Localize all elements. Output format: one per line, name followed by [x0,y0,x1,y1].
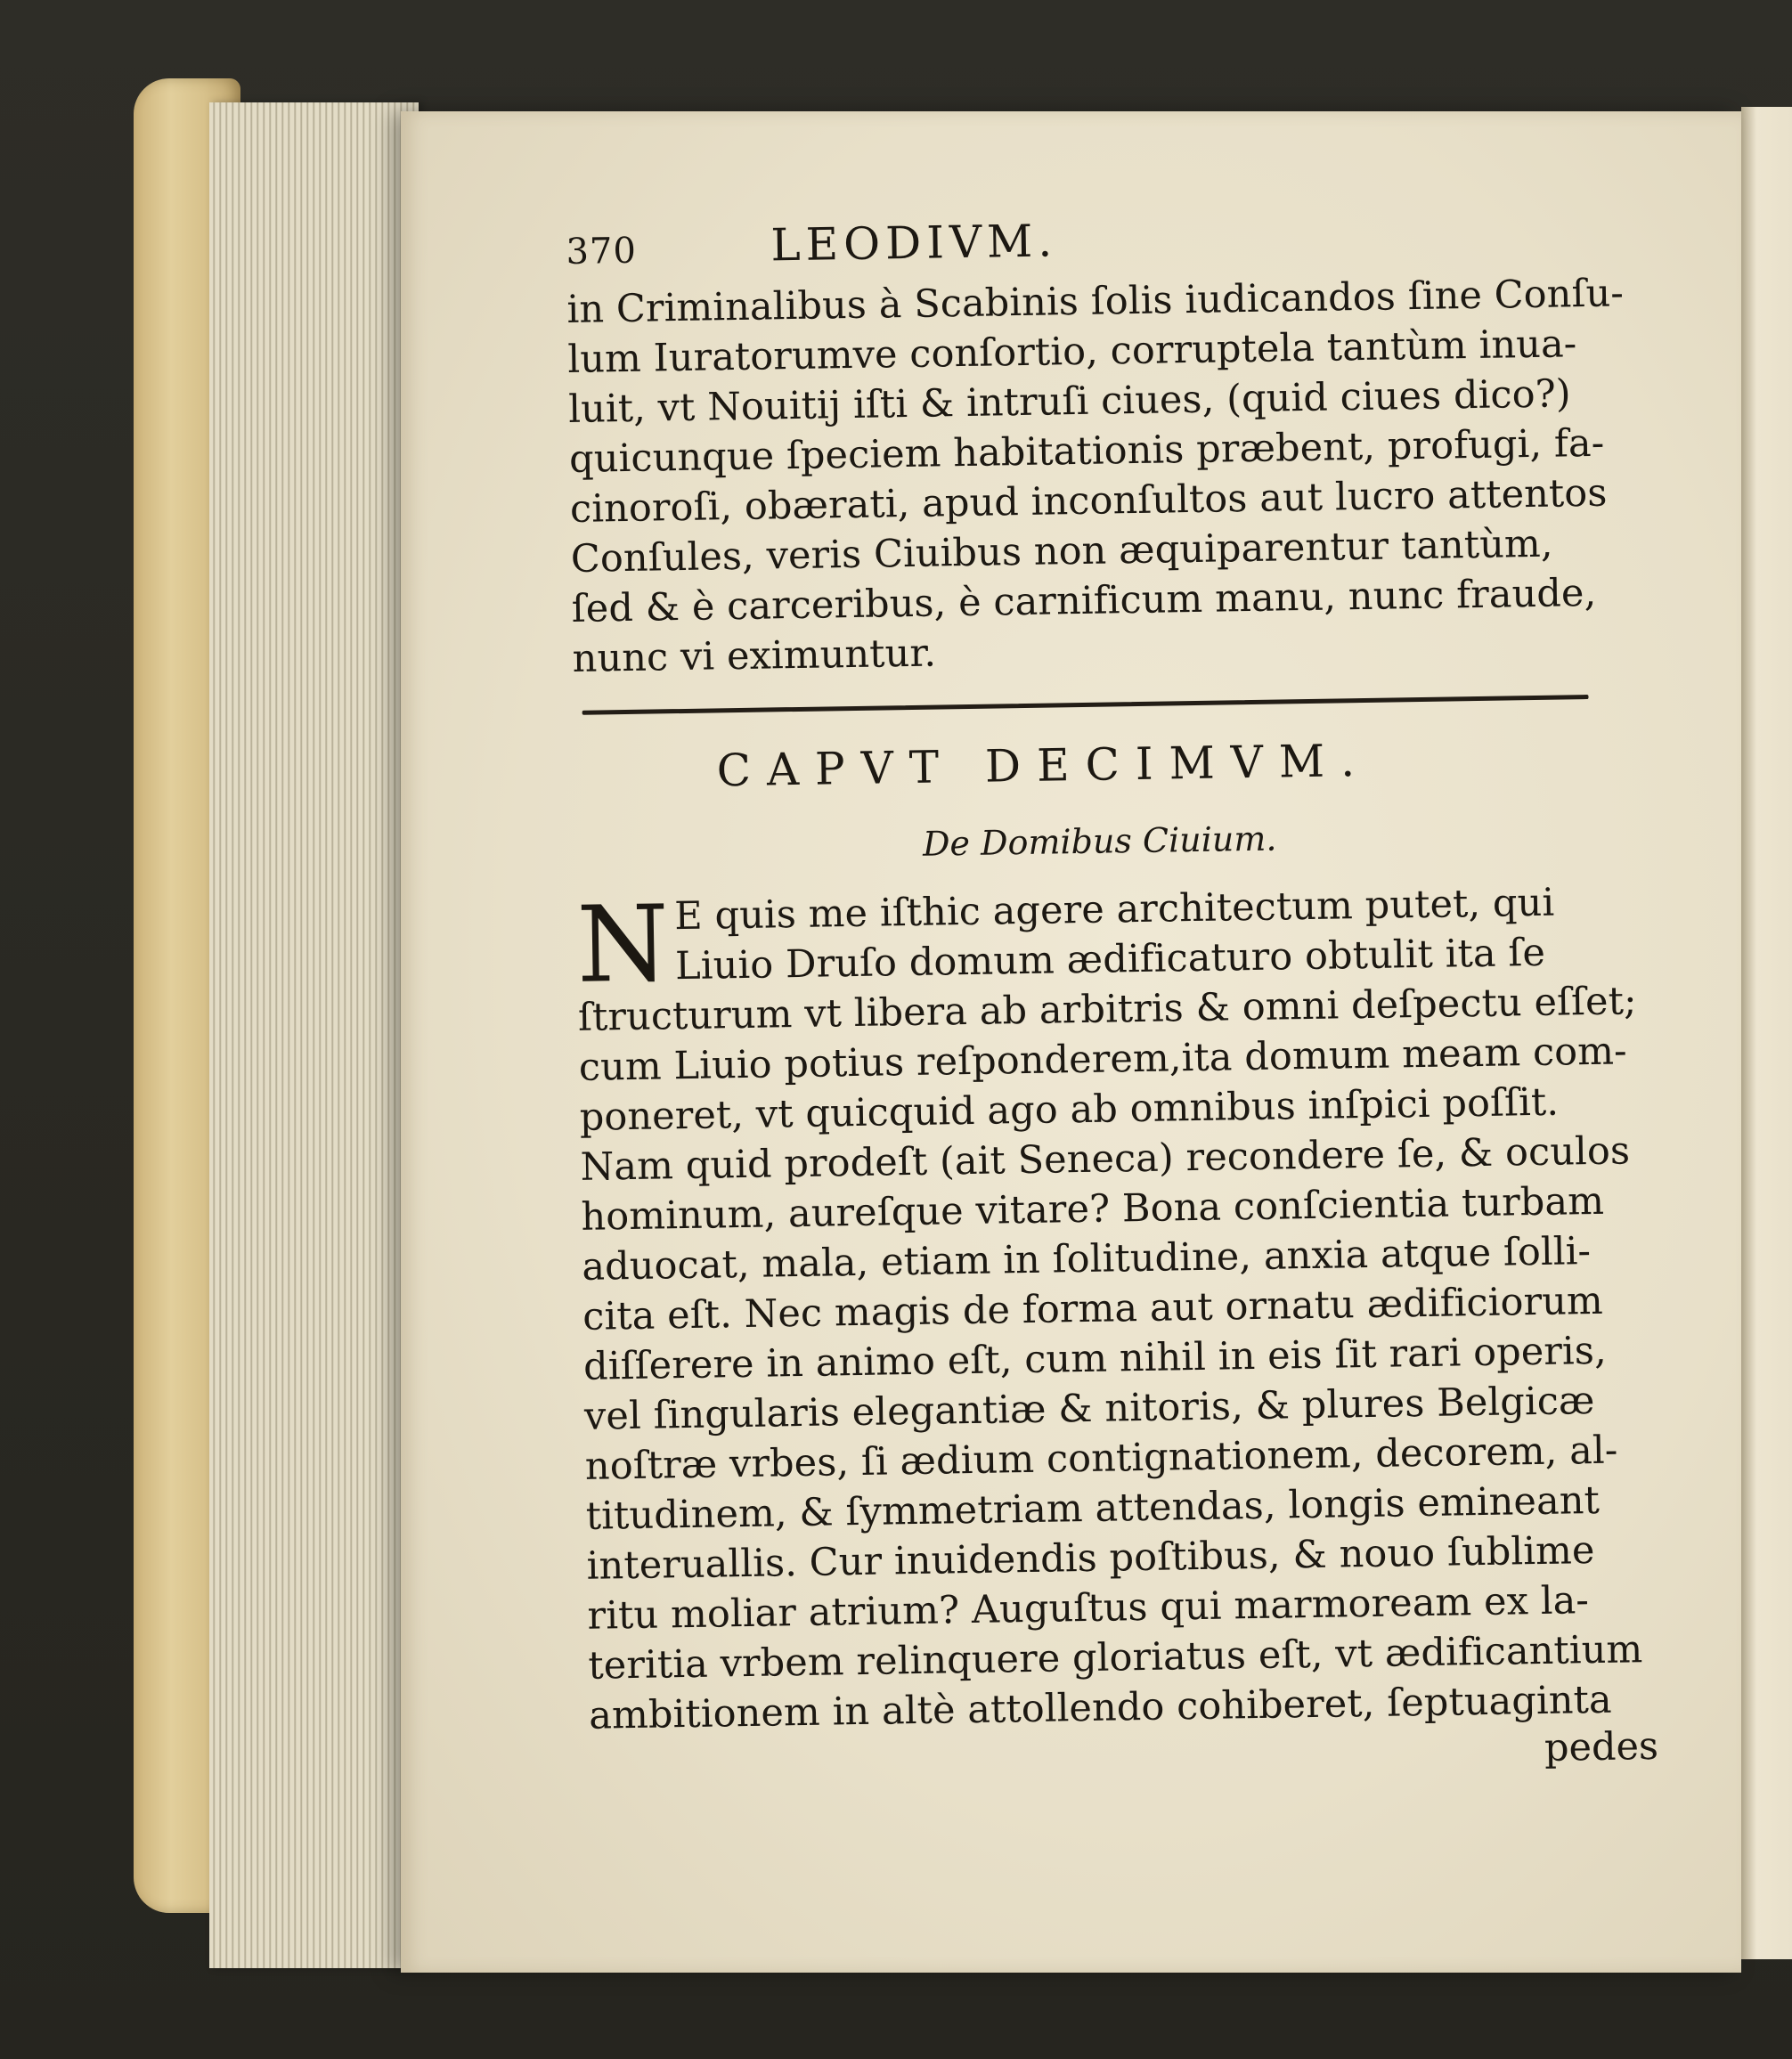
text-line: hominum, aureſque vitare? Bona conſcientia turbam [581,1178,1605,1240]
chapter-paragraph [576,876,1677,1791]
text-line: titudinem, & ſymmetriam attendas, longis emineant [585,1477,1601,1539]
page-number: 370 [566,230,638,273]
text-line: ſed & è carceribus, è carnificum manu, nunc fraude, [571,570,1597,631]
text-line: ritu moliar atrium? Auguſtus qui marmoream ex la- [587,1578,1590,1639]
text-line: cita eſt. Nec magis de forma aut ornatu ædificiorum [582,1278,1604,1339]
text-line: poneret, vt quicquid ago ab omnibus inſpici poſſit. [579,1079,1560,1140]
chapter-heading: CAPVT DECIMVM. [716,734,1372,797]
text-line: cinoroſi, obærati, apud inconſultos aut lucro attentos [569,470,1608,532]
text-line: ambitionem in altè attollendo cohiberet, ſeptuaginta [588,1677,1613,1738]
text-line: Liuio Druſo domum ædificaturo obtulit ita ſe [674,930,1546,989]
text-line: interuallis. Cur inuidendis poſtibus, & nouo ſublime [586,1528,1595,1589]
section-rule [582,695,1589,715]
text-line: in Criminalibus à Scabinis ſolis iudicandos ſine Conſu- [566,271,1625,332]
page-edges [209,102,419,1968]
text-line: aduocat, mala, etiam in ſolitudine, anxia atque ſolli- [582,1229,1592,1290]
page-text [566,206,1677,1791]
facing-page-edge [1741,107,1792,1959]
text-line: cum Liuio potius reſponderem,ita domum meam com- [578,1029,1628,1090]
catchword: pedes [1544,1723,1659,1770]
text-line: Nam quid prodeſt (ait Seneca) recondere ſe, & oculos [580,1128,1631,1190]
chapter-subtitle: De Domibus Ciuium. [922,818,1277,864]
text-line: nunc vi eximuntur. [572,631,937,681]
drop-cap: N [575,882,671,1006]
running-head: LEODIVM. [770,215,1058,272]
intro-paragraph [566,268,1659,684]
text-line: luit, vt Nouitij iſti & intruſi ciues, (quid ciues dico?) [567,371,1572,432]
text-line: noſtræ vrbes, ſi ædium contignationem, decorem, al- [584,1428,1618,1489]
text-line: Conſules, veris Ciuibus non æquiparentur tantùm, [570,521,1553,582]
text-line: quicunque ſpeciem habitationis præbent, profugi, fa- [568,420,1605,482]
text-line: ſtructurum vt libera ab arbitris & omni deſpectu eſſet; [577,979,1637,1040]
text-line: teritia vrbem relinquere gloriatus eſt, vt ædificantium [588,1627,1643,1689]
text-line: vel ſingularis elegantiæ & nitoris, & plures Belgicæ [583,1379,1595,1439]
text-line: E quis me iſthic agere architectum putet, qui [673,880,1555,940]
text-line: diſſerere in animo eſt, cum nihil in eis ſit rari operis, [582,1328,1608,1389]
text-line: lum Iuratorumve conſortio, corruptela tantùm inua- [567,321,1577,382]
